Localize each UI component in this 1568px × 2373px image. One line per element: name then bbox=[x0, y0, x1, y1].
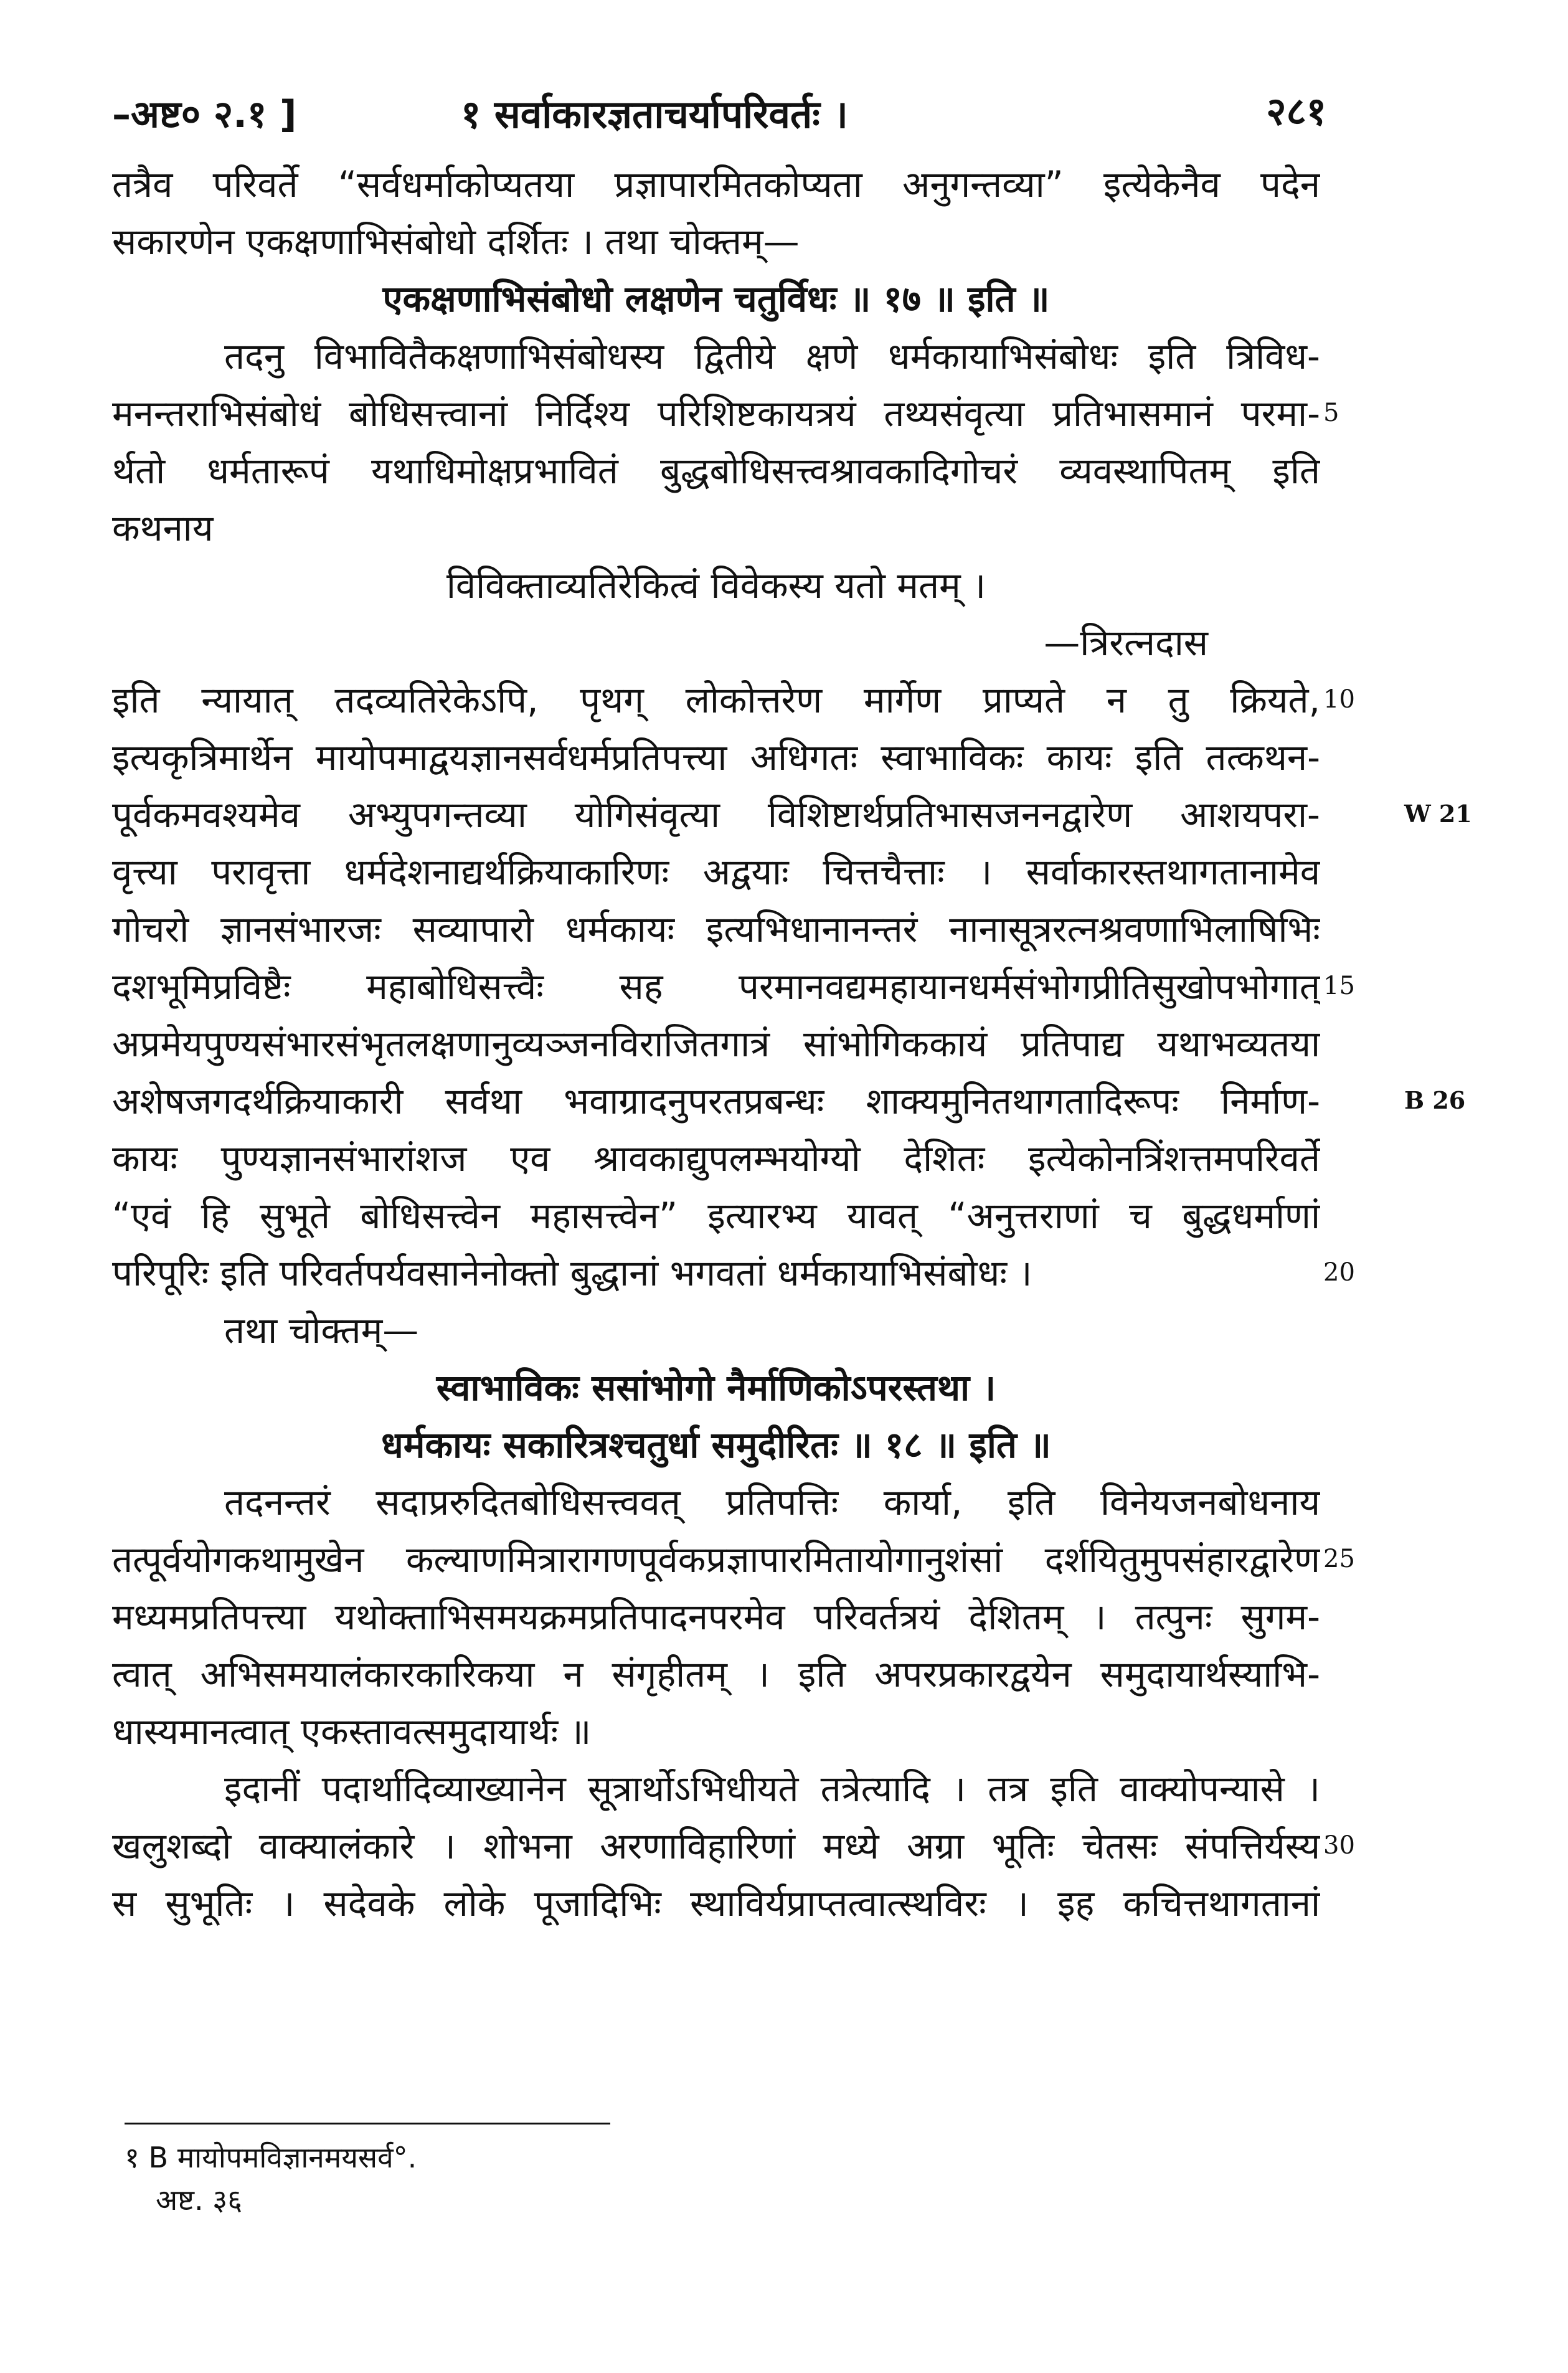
text-line: अप्रमेयपुण्यसंभारसंभृतलक्षणानुव्यञ्जनविराजितगात्रं सांभोगिककायं प्रतिपाद्य यथाभव्यतया bbox=[112, 1023, 1320, 1065]
text-line: मध्यमप्रतिपत्त्या यथोक्ताभिसमयक्रमप्रतिपादनपरमेव परिवर्तत्रयं देशितम् । तत्पुनः सुगम- bbox=[112, 1596, 1320, 1638]
text-line: परिपूरिः इति परिवर्तपर्यवसानेनोक्तो बुद्धानां भगवतां धर्मकायाभिसंबोधः । bbox=[112, 1252, 1032, 1294]
line-number: 25 bbox=[1323, 1545, 1355, 1573]
text-line: स सुभूतिः । सदेवके लोके पूजादिभिः स्थाविर्यप्राप्तत्वात्स्थविरः । इह कचित्तथागतानां bbox=[112, 1882, 1320, 1925]
text-line: विविक्ताव्यतिरेकित्वं विवेकस्य यतो मतम् । bbox=[446, 564, 986, 607]
text-line: “एवं हि सुभूते बोधिसत्त्वेन महासत्त्वेन” इत्यारभ्य यावत् “अनुत्तराणां च बुद्धधर्माणां bbox=[112, 1195, 1320, 1237]
line-number: 15 bbox=[1323, 972, 1355, 1000]
text-line: इति न्यायात् तदव्यतिरेकेऽपि, पृथग् लोकोत्तरेण मार्गेण प्राप्यते न तु क्रियते, bbox=[112, 679, 1320, 721]
text-line: कथनाय bbox=[112, 507, 214, 549]
margin-reference: W 21 bbox=[1404, 800, 1472, 828]
text-line: खलुशब्दो वाक्यालंकारे । शोभना अरणाविहारिणां मध्ये अग्रा भूतिः चेतसः संपत्तिर्यस्य bbox=[112, 1825, 1320, 1867]
header-chapter-title: १ सर्वाकारज्ञताचर्यापरिवर्तः । bbox=[461, 92, 848, 137]
text-line: इत्यकृत्रिमार्थेन मायोपमाद्वयज्ञानसर्वधर्मप्रतिपत्त्या अधिगतः स्वाभाविकः कायः इति तत्कथन- bbox=[112, 736, 1320, 779]
signature-mark: अष्ट. ३६ bbox=[156, 2183, 243, 2217]
main-text bbox=[112, 156, 1320, 1932]
running-header bbox=[112, 75, 1326, 143]
margin-reference: B 26 bbox=[1404, 1086, 1466, 1114]
line-number: 5 bbox=[1323, 399, 1339, 427]
text-line: इदानीं पदार्थादिव्याख्यानेन सूत्रार्थोऽभिधीयते तत्रेत्यादि । तत्र इति वाक्योपन्यासे । bbox=[224, 1768, 1320, 1810]
text-line: मनन्तराभिसंबोधं बोधिसत्त्वानां निर्दिश्य परिशिष्टकायत्रयं तथ्यसंवृत्या प्रतिभासमानं परमा- bbox=[112, 392, 1320, 435]
text-line: कायः पुण्यज्ञानसंभारांशज एव श्रावकाद्युपलम्भयोग्यो देशितः इत्येकोनत्रिंशत्तमपरिवर्ते bbox=[112, 1137, 1320, 1180]
text-line: त्वात् अभिसमयालंकारकारिकया न संगृहीतम् । इति अपरप्रकारद्वयेन समुदायार्थस्याभि- bbox=[112, 1653, 1320, 1695]
text-line: पूर्वकमवश्यमेव अभ्युपगन्तव्या योगिसंवृत्या विशिष्टार्थप्रतिभासजननद्वारेण आशयपरा- bbox=[112, 793, 1320, 836]
header-section-ref: –अष्ट० २.१ ] bbox=[112, 93, 297, 136]
text-line: वृत्त्या परावृत्ता धर्मदेशनाद्यर्थक्रियाकारिणः अद्वयाः चित्तचैत्ताः । सर्वाकारस्तथागतानामेव bbox=[112, 851, 1320, 893]
text-line: धास्यमानत्वात् एकस्तावत्समुदायार्थः ॥ bbox=[112, 1710, 592, 1753]
text-line: गोचरो ज्ञानसंभारजः सव्यापारो धर्मकायः इत्यभिधानानन्तरं नानासूत्ररत्नश्रवणाभिलाषिभिः bbox=[112, 908, 1320, 950]
page-number: २८१ bbox=[1266, 88, 1326, 134]
text-line: तदनन्तरं सदाप्ररुदितबोधिसत्त्ववत् प्रतिपत्तिः कार्या, इति विनेयजनबोधनाय bbox=[224, 1481, 1320, 1523]
text-line: धर्मकायः सकारित्रश्चतुर्धा समुदीरितः ॥ १८ ॥ इति ॥ bbox=[381, 1424, 1051, 1466]
footnote-text: १ B मायोपमविज्ञानमयसर्व°. bbox=[125, 2141, 417, 2174]
line-number: 30 bbox=[1323, 1831, 1355, 1860]
text-line: तत्रैव परिवर्ते “सर्वधर्माकोप्यतया प्रज्ञापारमितकोप्यता अनुगन्तव्या” इत्येकेनैव पदेन bbox=[112, 163, 1320, 206]
line-number: 20 bbox=[1323, 1258, 1355, 1287]
text-line: एकक्षणाभिसंबोधो लक्षणेन चतुर्विधः ॥ १७ ॥ इति ॥ bbox=[382, 278, 1050, 320]
footnote-rule bbox=[125, 2123, 610, 2124]
text-line: दशभूमिप्रविष्टैः महाबोधिसत्त्वैः सह परमानवद्यमहायानधर्मसंभोगप्रीतिसुखोपभोगात् bbox=[112, 965, 1320, 1008]
text-line: स्वाभाविकः ससांभोगो नैर्माणिकोऽपरस्तथा । bbox=[436, 1366, 996, 1409]
text-line: सकारणेन एकक्षणाभिसंबोधो दर्शितः । तथा चोक्तम्— bbox=[112, 220, 800, 263]
text-line: तथा चोक्तम्— bbox=[224, 1309, 419, 1352]
text-line: र्थतो धर्मतारूपं यथाधिमोक्षप्रभावितं बुद्धबोधिसत्त्वश्रावकादिगोचरं व्यवस्थापितम् इति bbox=[112, 450, 1320, 492]
text-line: तत्पूर्वयोगकथामुखेन कल्याणमित्रारागणपूर्वकप्रज्ञापारमितायोगानुशंसां दर्शयितुमुपसंहारद्वारेण bbox=[112, 1538, 1320, 1581]
text-line: —त्रिरत्नदास bbox=[1044, 622, 1208, 664]
text-line: तदनु विभावितैकक्षणाभिसंबोधस्य द्वितीये क्षणे धर्मकायाभिसंबोधः इति त्रिविध- bbox=[224, 335, 1320, 377]
line-number: 10 bbox=[1323, 685, 1355, 714]
text-line: अशेषजगदर्थक्रियाकारी सर्वथा भवाग्रादनुपरतप्रबन्धः शाक्यमुनितथागतादिरूपः निर्माण- bbox=[112, 1080, 1320, 1122]
